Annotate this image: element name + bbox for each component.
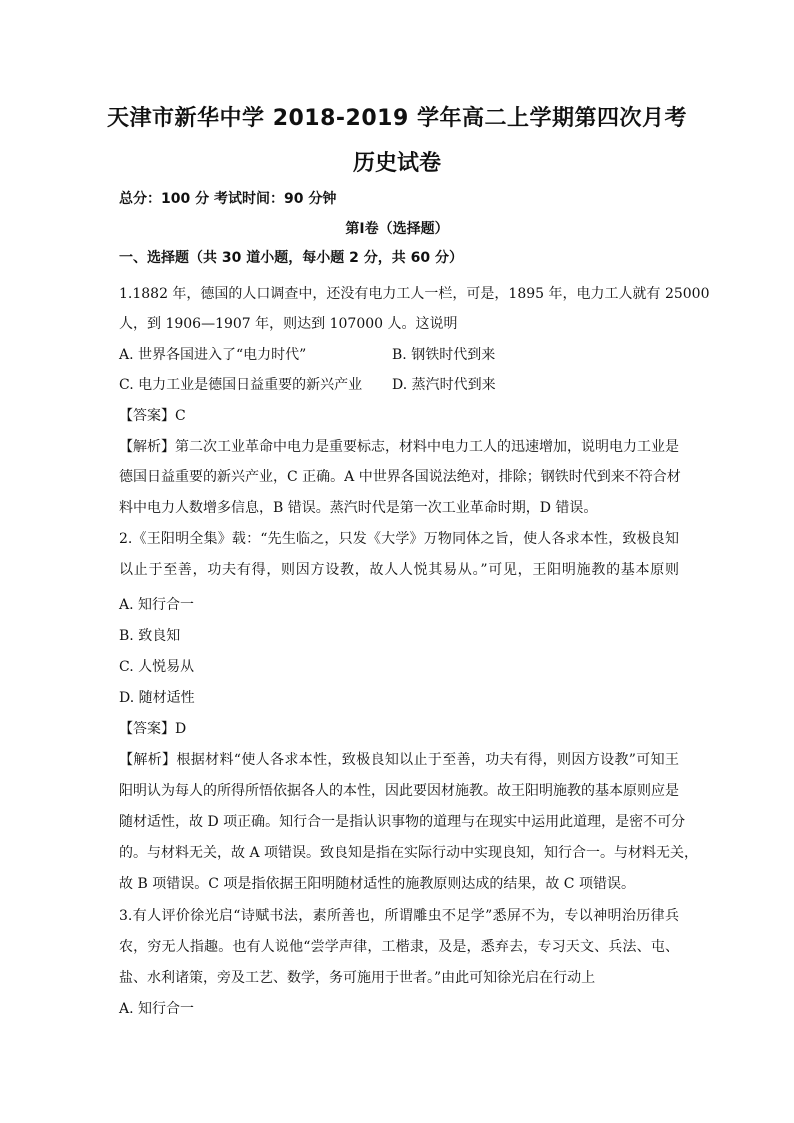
q2-stem-line-2: 以止于至善，功夫有得，则因方设教，故人人悦其易从。”可见，王阳明施教的基本原则 [119,562,679,578]
part-heading: 一、选择题（共 30 道小题，每小题 2 分，共 60 分） [119,250,463,266]
q1-option-a: A. 世界各国进入了“电力时代” [119,347,307,363]
q1-explanation-line-3: 料中电力人数增多信息，B 错误。蒸汽时代是第一次工业革命时期，D 错误。 [119,500,598,516]
q3-stem-line-3: 盐、水利诸策，旁及工艺、数学，务可施用于世者。”由此可知徐光启在行动上 [119,970,596,986]
q2-stem-line-1: 2.《王阳明全集》载：“先生临之，只发《大学》万物同体之旨，使人各求本性，致极良知 [119,531,679,547]
q1-answer: 【答案】C [119,408,186,424]
q1-option-b: B. 钢铁时代到来 [392,347,496,363]
q2-explanation-line-2: 阳明认为每人的所得所悟依据各人的本性，因此要因材施教。故王阳明施教的基本原则应是 [119,783,679,799]
exam-subtitle: 历史试卷 [352,151,441,176]
q3-option-a: A. 知行合一 [119,1001,195,1017]
q1-option-c: C. 电力工业是德国日益重要的新兴产业 [119,377,363,393]
q2-explanation-line-3: 随材适性，故 D 项正确。知行合一是指认识事物的道理与在现实中运用此道理，是密不可分 [119,814,686,830]
q2-explanation-line-1: 【解析】根据材料“使人各求本性，致极良知以止于至善，功夫有得，则因方设教”可知王 [119,752,679,768]
exam-title: 天津市新华中学 2018-2019 学年高二上学期第四次月考 [107,106,687,131]
q1-option-d: D. 蒸汽时代到来 [392,377,496,393]
q3-stem-line-2: 农，穷无人指趣。也有人说他“尝学声律，工楷隶，及是，悉弃去，专习天文、兵法、屯、 [119,939,679,955]
q2-answer: 【答案】D [119,721,187,737]
q2-explanation-line-5: 故 B 项错误。C 项是指依据王阳明随材适性的施教原则达成的结果，故 C 项错误。 [119,876,635,892]
exam-meta: 总分：100 分 考试时间：90 分钟 [119,191,337,207]
q1-stem-line-2: 人，到 1906—1907 年，则达到 107000 人。这说明 [119,316,458,332]
q1-explanation-line-1: 【解析】第二次工业革命中电力是重要标志，材料中电力工人的迅速增加，说明电力工业是 [119,439,679,455]
q2-option-d: D. 随材适性 [119,690,195,706]
q1-stem-line-1: 1.1882 年，德国的人口调查中，还没有电力工人一栏，可是，1895 年，电力工人就有 25000 [119,286,710,302]
section-heading: 第Ⅰ卷（选择题） [345,221,449,237]
q2-option-a: A. 知行合一 [119,597,195,613]
q3-stem-line-1: 3.有人评价徐光启“诗赋书法，素所善也，所谓雕虫不足学”悉屏不为，专以神明治历律兵 [119,908,679,924]
q2-explanation-line-4: 的。与材料无关，故 A 项错误。致良知是指在实际行动中实现良知，知行合一。与材料无关， [119,845,699,861]
q2-option-c: C. 人悦易从 [119,659,195,675]
q2-option-b: B. 致良知 [119,628,181,644]
q1-explanation-line-2: 德国日益重要的新兴产业，C 正确。A 中世界各国说法绝对，排除；钢铁时代到来不符合材 [119,469,681,485]
